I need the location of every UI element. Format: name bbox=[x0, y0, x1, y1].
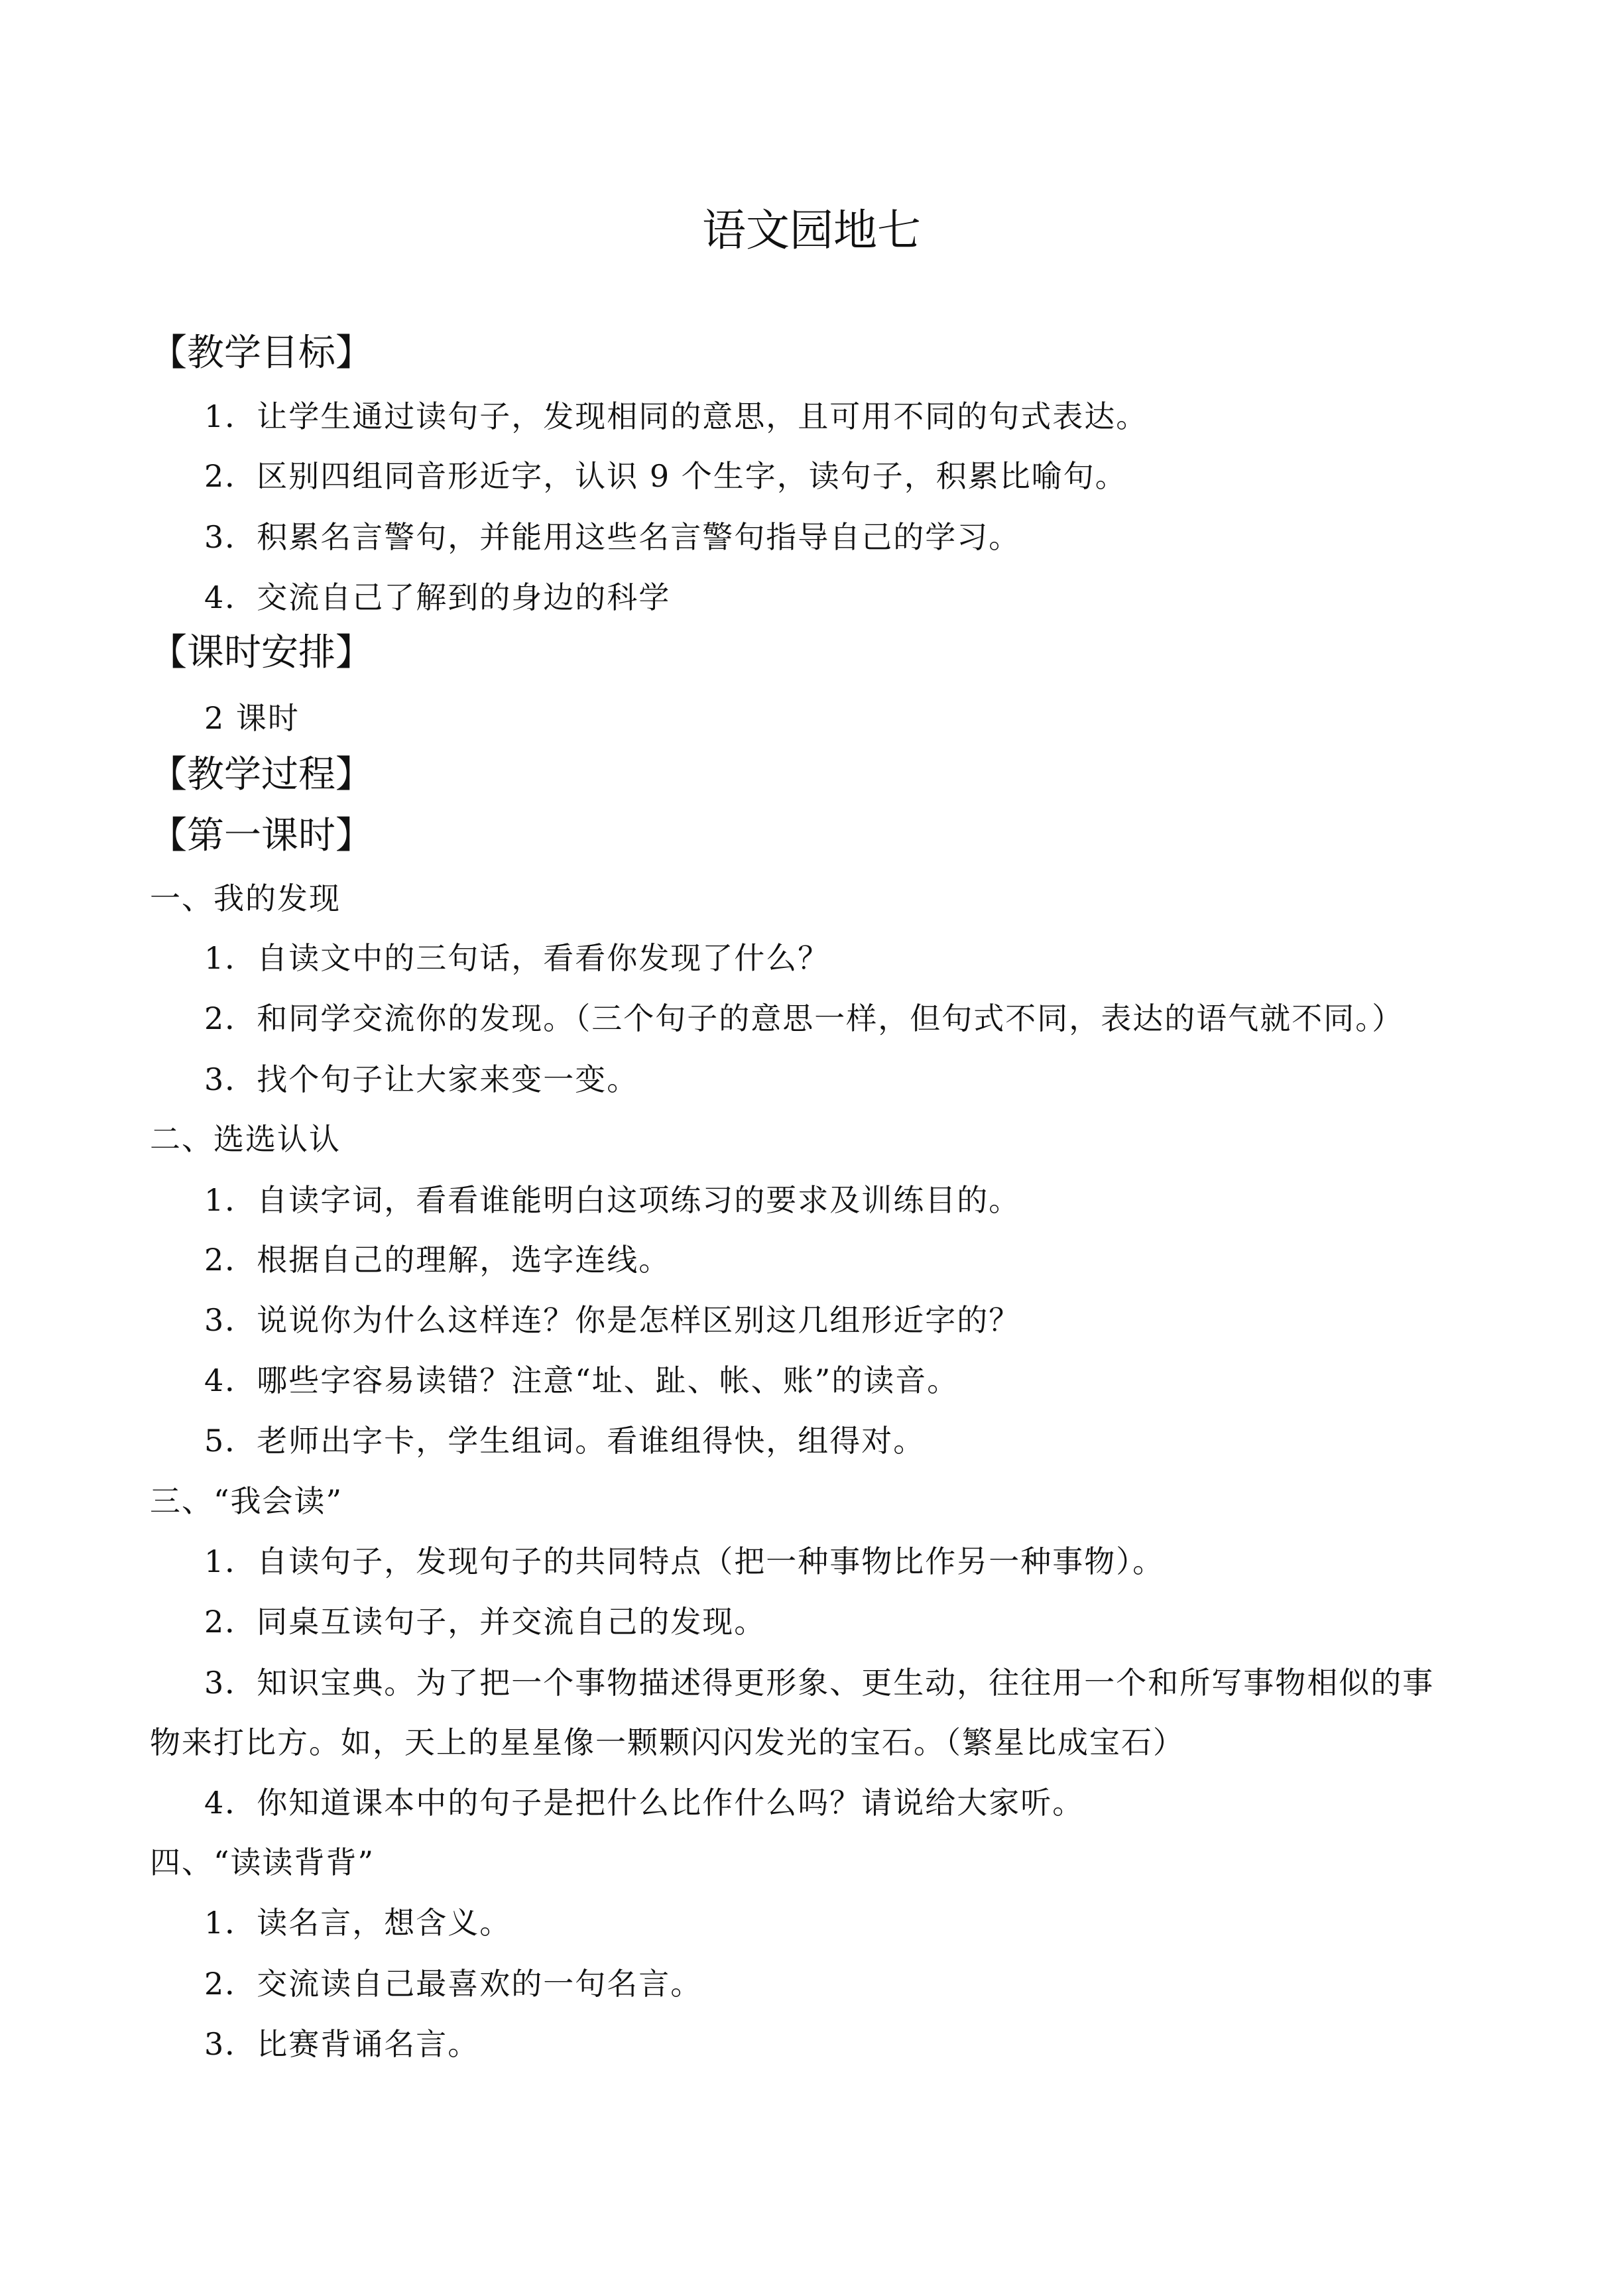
section2-item-1: 1．自读字词，看看谁能明白这项练习的要求及训练目的。 bbox=[204, 1182, 1021, 1218]
section-title-1: 一、我的发现 bbox=[150, 880, 341, 916]
section3-item-4: 4．你知道课本中的句子是把什么比作什么吗？请说给大家听。 bbox=[204, 1785, 1085, 1821]
objective-item-4: 4．交流自己了解到的身边的科学 bbox=[204, 579, 671, 615]
heading-schedule: 【课时安排】 bbox=[150, 631, 373, 674]
section2-item-3: 3．说说你为什么这样连？你是怎样区别这几组形近字的？ bbox=[204, 1302, 1021, 1338]
page-title: 语文园地七 bbox=[702, 205, 921, 256]
section1-item-1: 1．自读文中的三句话，看看你发现了什么？ bbox=[204, 940, 830, 976]
section2-item-2: 2．根据自己的理解，选字连线。 bbox=[204, 1242, 671, 1278]
section-title-4: 四、“读读背背” bbox=[150, 1844, 375, 1880]
section1-item-3: 3．找个句子让大家来变一变。 bbox=[204, 1061, 639, 1097]
objective-item-1: 1．让学生通过读句子，发现相同的意思，且可用不同的句式表达。 bbox=[204, 398, 1148, 434]
section4-item-2: 2．交流读自己最喜欢的一句名言。 bbox=[204, 1966, 703, 2002]
section3-item-2: 2．同桌互读句子，并交流自己的发现。 bbox=[204, 1604, 766, 1640]
section1-item-2: 2．和同学交流你的发现。（三个句子的意思一样，但句式不同，表达的语气就不同。） bbox=[204, 1000, 1404, 1036]
section2-item-5: 5．老师出字卡，学生组词。看谁组得快，组得对。 bbox=[204, 1423, 926, 1459]
objective-item-3: 3．积累名言警句，并能用这些名言警句指导自己的学习。 bbox=[204, 519, 1021, 555]
objective-item-2: 2．区别四组同音形近字，认识 9 个生字，读句子，积累比喻句。 bbox=[204, 458, 1127, 494]
section3-item-3-cont: 物来打比方。如，天上的星星像一颗颗闪闪发光的宝石。（繁星比成宝石） bbox=[150, 1724, 1185, 1760]
section4-item-3: 3．比赛背诵名言。 bbox=[204, 2026, 480, 2062]
section-title-3: 三、“我会读” bbox=[150, 1483, 343, 1519]
section3-item-1: 1．自读句子，发现句子的共同特点（把一种事物比作另一种事物）。 bbox=[204, 1543, 1165, 1579]
section-title-2: 二、选选认认 bbox=[150, 1121, 341, 1157]
schedule-text: 2 课时 bbox=[204, 700, 300, 736]
section4-item-1: 1．读名言，想含义。 bbox=[204, 1905, 512, 1941]
heading-objectives: 【教学目标】 bbox=[150, 332, 373, 375]
heading-process: 【教学过程】 bbox=[150, 753, 373, 796]
section2-item-4: 4．哪些字容易读错？注意“址、趾、帐、账”的读音。 bbox=[204, 1362, 959, 1398]
section3-item-3: 3．知识宝典。为了把一个事物描述得更形象、更生动，往往用一个和所写事物相似的事 bbox=[204, 1665, 1435, 1701]
heading-lesson1: 【第一课时】 bbox=[150, 814, 373, 857]
